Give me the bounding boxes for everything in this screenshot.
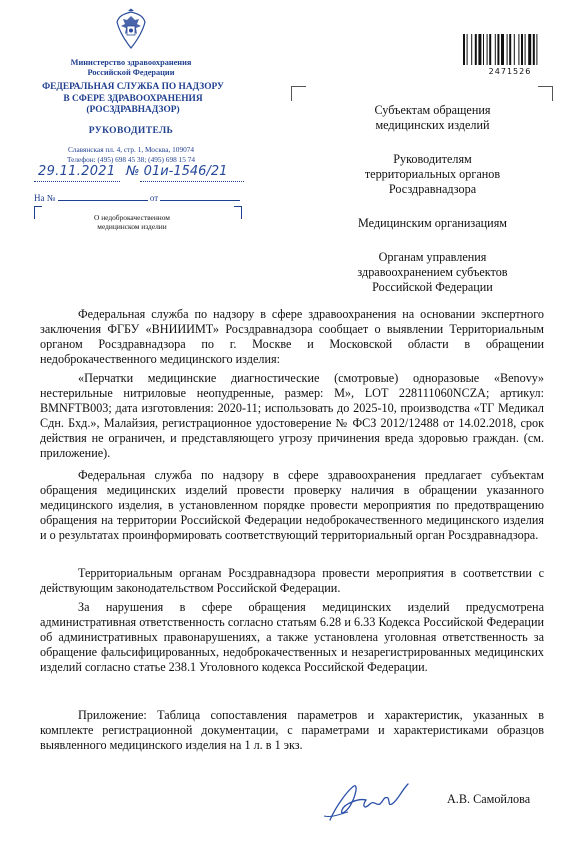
- paragraph-notice: Федеральная служба по надзору в сфере здравоохранения на основании экспертного заключения ФГБУ «ВНИИИМТ» Росздравнадзора сообщает о выявлении Территориальным органом Росздравнадзора по г. Москве и Московской области в обращении недоброкачественного медицинского изделия:: [40, 307, 544, 366]
- barcode-bar: [497, 34, 499, 65]
- recipient-1: [330, 103, 535, 133]
- recipient-bracket-left: [291, 86, 306, 101]
- service-line-2: В СФЕРЕ ЗДРАВООХРАНЕНИЯ: [63, 93, 203, 104]
- barcode-bar: [471, 34, 472, 65]
- recipient-2: [330, 152, 535, 197]
- from-label: от: [149, 193, 159, 203]
- paragraph-attachment: Приложение: Таблица сопоставления параметров и характеристик, указанных в комплекте регистрационной документации, с параметрами и характеристиками образцов выявленного медицинского изделия на 1 л. в 1 экз.: [40, 708, 544, 752]
- recipient-1-line-1: Субъектам обращения: [374, 103, 491, 117]
- ministry-line-1: Министерство здравоохранения: [70, 58, 192, 67]
- barcode-bar: [521, 34, 523, 65]
- recipient-2-line-1: Руководителям: [393, 152, 472, 166]
- handwritten-date: 29.11.2021: [38, 164, 116, 179]
- reference-date-blank: [160, 191, 240, 201]
- barcode-bar: [514, 34, 515, 65]
- barcode-bar: [467, 34, 468, 65]
- barcode: [462, 34, 554, 65]
- service-name: [30, 82, 236, 117]
- barcode-number: 2471526: [488, 67, 532, 76]
- subject-line-1: О недоброкачественном: [94, 213, 170, 222]
- recipient-2-line-3: Росздравнадзора: [388, 182, 477, 196]
- ministry-line-2: Российской Федерации: [87, 68, 175, 77]
- subject-line-2: медицинском изделии: [97, 222, 167, 232]
- address: [40, 145, 222, 164]
- barcode-bar: [483, 34, 484, 65]
- barcode-bar: [487, 34, 488, 65]
- handwritten-signature: [318, 776, 418, 826]
- barcode-bar: [533, 34, 535, 65]
- service-line-3: (РОСЗДРАВНАДЗОР): [86, 105, 180, 115]
- barcode-bar: [507, 34, 508, 65]
- barcode-bar: [518, 34, 519, 65]
- barcode-bar: [475, 34, 477, 65]
- number-value: 01и-1546/21: [143, 164, 228, 179]
- barcode-bar: [528, 34, 531, 65]
- barcode-bar: [501, 34, 504, 65]
- recipient-4: [330, 250, 535, 295]
- paragraph-product: «Перчатки медицинские диагностические (смотровые) одноразовые «Benovy» нестерильные нитриловые неопудренные, размер: M», LOT 228111060NCZA; артикул: BMNFTB003; дата изготовления: 2020-11; использовать до 2025-10, производства «ТГ Медикал Сдн. Бхд.», Малайзия, регистрационное удостоверение № ФСЗ 2012/12488 от 14.02.2018, срок действия не ограничен, и представляющего угрозу причинения вреда здоровью граждан. (см. приложение).: [40, 371, 544, 460]
- recipient-4-line-3: Российской Федерации: [372, 280, 493, 294]
- on-label: На №: [34, 193, 56, 203]
- bracket-top-left: [34, 206, 42, 219]
- address-line-1: Славянская пл. 4, стр. 1, Москва, 109074: [67, 145, 195, 154]
- recipient-bracket-right: [538, 86, 553, 101]
- subject: [48, 213, 216, 232]
- barcode-bar: [478, 34, 481, 65]
- ministry-name: [40, 58, 222, 78]
- handwritten-number: [126, 164, 227, 179]
- recipient-2-line-2: территориальных органов: [364, 167, 501, 181]
- recipient-1-line-2: медицинских изделий: [375, 118, 490, 132]
- paragraph-proposal: Федеральная служба по надзору в сфере здравоохранения предлагает субъектам обращения медицинских изделий провести проверку наличия в обращении указанного медицинского изделия, в установленном порядке провести мероприятия по предотвращению обращения на территории Российской Федерации недоброкачественного медицинского изделия и о результатах проинформировать соответствующий территориальный орган Росздравнадзора.: [40, 468, 544, 542]
- reference-number-blank: [58, 191, 148, 201]
- barcode-bar: [463, 34, 465, 65]
- paragraph-liability: За нарушения в сфере обращения медицинских изделий предусмотрена административная ответственность согласно статьям 6.28 и 6.33 Кодекса Российской Федерации об административных правонарушениях, а также установлена уголовная ответственность за обращение фальсифицированных, недоброкачественных и незарегистрированных медицинских изделий согласно статье 238.1 Уголовного кодекса Российской Федерации.: [40, 600, 544, 674]
- recipient-4-line-1: Органам управления: [378, 250, 487, 264]
- recipient-4-line-2: здравоохранением субъектов: [357, 265, 508, 279]
- bracket-top-right: [234, 206, 242, 219]
- service-line-1: ФЕДЕРАЛЬНАЯ СЛУЖБА ПО НАДЗОРУ: [42, 82, 224, 92]
- barcode-bar: [536, 34, 537, 65]
- barcode-bar: [489, 34, 491, 65]
- head-title: РУКОВОДИТЕЛЬ: [88, 126, 174, 136]
- address-line-2: Телефон: (495) 698 45 38; (495) 698 15 74: [66, 154, 195, 164]
- barcode-bar: [495, 34, 496, 65]
- recipient-3: [330, 216, 535, 231]
- reference-line: [34, 191, 240, 203]
- paragraph-territorial: Территориальным органам Росздравнадзора провести мероприятия в соответствии с действующим законодательством Российской Федерации.: [40, 566, 544, 595]
- coat-of-arms-icon: [113, 8, 149, 52]
- signer-name: А.В. Самойлова: [447, 792, 531, 806]
- number-symbol: №: [126, 164, 140, 179]
- barcode-bar: [509, 34, 511, 65]
- recipient-3-line-1: Медицинским организациям: [357, 216, 508, 230]
- barcode-bar: [525, 34, 526, 65]
